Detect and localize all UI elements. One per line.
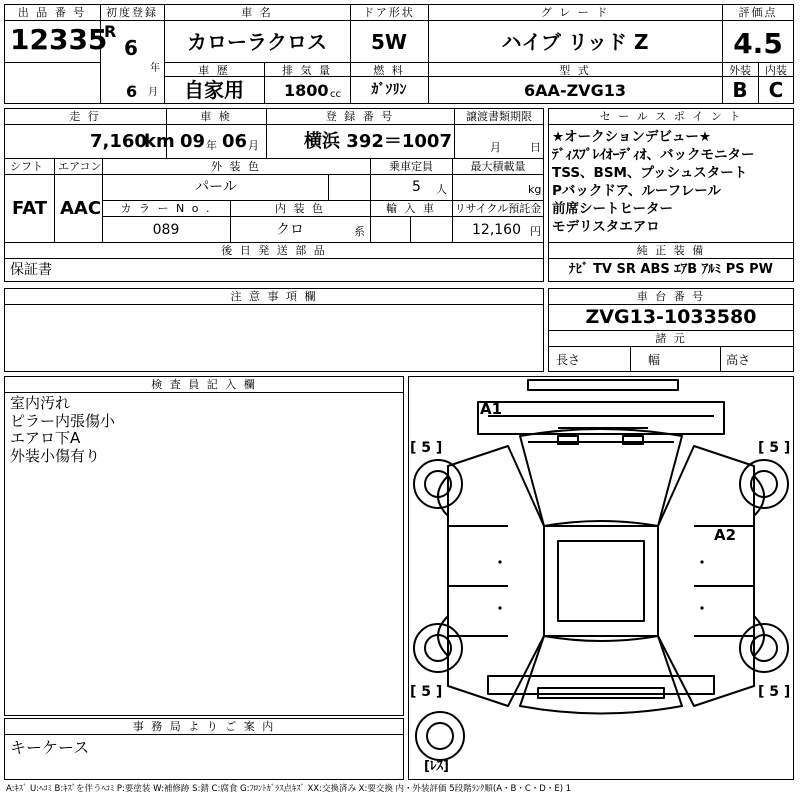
sales-point-item: モデリスタエアロ: [552, 219, 660, 235]
km-unit: km: [144, 131, 175, 152]
int-color: クロ: [276, 222, 304, 238]
int-color-header: 内 装 色: [275, 202, 325, 215]
recycle-header: リサイクル預託金: [454, 202, 542, 215]
exterior-header: 外装: [729, 64, 751, 77]
mileage-header: 走 行: [69, 110, 101, 123]
inspector-note: エアロ下A: [10, 429, 81, 447]
score: 4.5: [733, 27, 783, 60]
shift-header: シフト: [10, 160, 43, 173]
tire-tread-rear-right: [ 5 ]: [758, 684, 791, 700]
spec-length: 長さ: [556, 353, 581, 367]
color-no: 089: [152, 222, 180, 238]
int-color-unit: 系: [354, 225, 365, 238]
capacity-unit: 人: [436, 183, 447, 196]
capacity-header: 乗車定員: [389, 160, 433, 173]
month-unit: 月: [148, 87, 158, 98]
insp-year: 09: [180, 131, 206, 152]
insp-month-unit: 月: [248, 139, 259, 152]
year-unit: 年: [150, 63, 160, 74]
load-unit: kg: [528, 183, 542, 196]
sales-point-item: 前席シートヒーター: [552, 201, 673, 217]
transfer-day-unit: 日: [530, 141, 541, 154]
shift: FAT: [12, 198, 48, 219]
insp-month: 06: [222, 131, 248, 152]
lot-number: 12335: [10, 23, 108, 56]
office-note: キーケース: [10, 738, 90, 757]
ac: AAC: [60, 198, 102, 219]
standard-equip-header: 純 正 装 備: [636, 244, 706, 257]
tire-tread-rear-left: [ 5 ]: [410, 684, 443, 700]
car-diagram: [408, 376, 794, 780]
sales-point-item: TSS、BSM、プッシュスタート: [552, 165, 748, 181]
chassis-number: ZVG13-1033580: [585, 306, 757, 328]
reg-month: 6: [126, 82, 138, 101]
inspector-header: 検 査 員 記 入 欄: [151, 378, 257, 391]
recycle-fee: 12,160: [472, 222, 521, 238]
mileage: 7,160: [90, 131, 147, 152]
specs-header: 諸 元: [655, 332, 687, 345]
color-no-header: カ ラ ー N o .: [120, 202, 212, 215]
insp-year-unit: 年: [206, 139, 217, 152]
chassis-no-header: 車 台 番 号: [636, 290, 706, 303]
damage-mark-a1: A1: [480, 400, 503, 418]
capacity: 5: [412, 179, 421, 195]
tire-tread-front-left: [ 5 ]: [410, 440, 443, 456]
ac-header: エアコン: [58, 160, 102, 173]
displacement: 1800: [284, 81, 329, 100]
exterior-grade: B: [732, 78, 748, 102]
fuel-header: 燃 料: [373, 64, 405, 77]
standard-equip: ﾅﾋﾞ TV SR ABS ｴｱB ｱﾙﾐ PS PW: [569, 262, 773, 277]
history: 自家用: [184, 78, 244, 102]
spec-height: 高さ: [726, 353, 751, 367]
model-header: 型 式: [559, 64, 591, 77]
grade-header: グ レ ー ド: [540, 6, 610, 19]
car-name-header: 車 名: [241, 6, 273, 19]
door-type: 5W: [371, 30, 407, 54]
sales-point-item: ★オークションデビュー★: [552, 129, 711, 145]
transfer-header: 譲渡書類期限: [466, 110, 532, 123]
sales-point-header: セ ー ル ス ポ イ ン ト: [599, 110, 743, 123]
era: R: [104, 22, 117, 41]
ext-color: パール: [195, 179, 237, 195]
displacement-header: 排 気 量: [282, 64, 332, 77]
inspector-note: ピラー内張傷小: [10, 411, 116, 430]
sales-point-list: [552, 128, 755, 236]
history-header: 車 歴: [198, 64, 230, 77]
fuel: ｶﾞｿﾘﾝ: [371, 82, 407, 98]
inspector-note: 室内汚れ: [10, 394, 71, 412]
inspector-notes: [10, 395, 115, 465]
sales-point-item: ﾃﾞｨｽﾌﾟﾚｲｵｰﾃﾞｨｵ、バックモニター: [552, 147, 755, 163]
max-load-header: 最大積載量: [470, 160, 526, 173]
legend: A:ｷｽﾞ U:ﾍｺﾐ B:ｷｽﾞを伴うﾍｺﾐ P:要塗装 W:補修跡 S:錆 C:腐食 G:ﾌﾛﾝﾄｶﾞﾗｽ点ｷｽﾞ XX:交換済み X:要交換 内・外装評価 5段階ﾗﾝｸ順(A・B・C・D・E) 1: [6, 784, 572, 794]
inspection-header: 車 検: [200, 110, 232, 123]
score-header: 評価点: [738, 6, 778, 19]
reg-no-header: 登 録 番 号: [325, 110, 395, 123]
door-header: ドア形状: [363, 6, 415, 19]
later-parts-header: 後 日 発 送 部 品: [221, 244, 327, 257]
inspector-note: 外装小傷有り: [10, 446, 101, 465]
car-name: カローラクロス: [187, 30, 327, 54]
interior-grade: C: [768, 78, 784, 102]
office-header: 事 務 局 よ り ご 案 内: [132, 720, 276, 733]
grade: ハイブ リッド Z: [501, 30, 649, 54]
cc-unit: cc: [330, 89, 341, 100]
import-header: 輸 入 車: [386, 202, 436, 215]
sales-point-item: Pバックドア、ルーフレール: [552, 183, 721, 199]
notes-header: 注 意 事 項 欄: [230, 290, 318, 303]
spare-tire-status: [ﾚｽ]: [424, 759, 449, 774]
reg-year: 6: [124, 36, 138, 60]
first-reg-header: 初度登録: [106, 6, 158, 19]
damage-mark-a2: A2: [714, 526, 737, 544]
model-code: 6AA-ZVG13: [524, 81, 626, 100]
spec-width: 幅: [648, 353, 661, 367]
transfer-month-unit: 月: [490, 141, 501, 154]
later-parts: 保証書: [10, 262, 52, 278]
lot-no-header: 出 品 番 号: [17, 6, 87, 19]
tire-tread-front-right: [ 5 ]: [758, 440, 791, 456]
interior-header: 内装: [765, 64, 787, 77]
recycle-unit: 円: [530, 225, 541, 238]
reg-number: 横浜 392＝1007: [304, 131, 452, 152]
ext-color-header: 外 装 色: [211, 160, 261, 173]
